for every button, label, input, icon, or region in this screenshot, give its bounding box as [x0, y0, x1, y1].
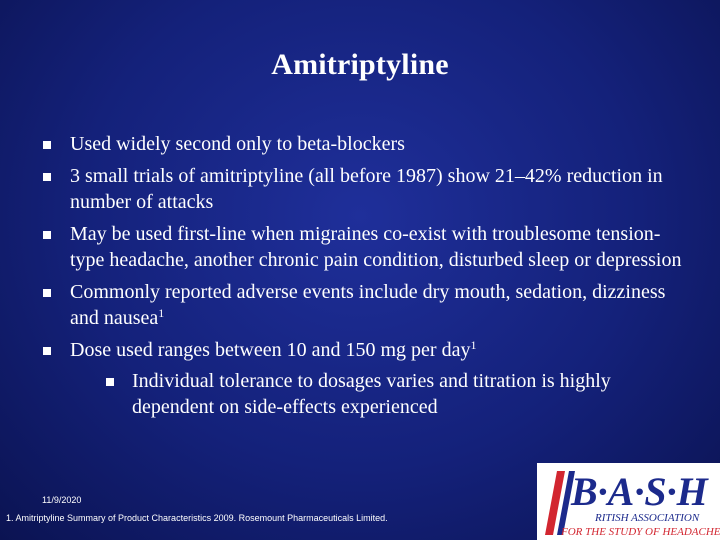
sub-bullet-text: Individual tolerance to dosages varies and titration is highly dependent on side-effects experienced: [132, 370, 611, 418]
logo-main-text: B·A·S·H: [571, 469, 708, 514]
logo-line2: FOR THE STUDY OF HEADACHE: [561, 526, 720, 538]
logo-line1: RITISH ASSOCIATION: [595, 512, 700, 524]
bullet-item: [40, 221, 690, 273]
bullet-text: 3 small trials of amitriptyline (all before 1987) show 21–42% reduction in number of attacks: [70, 165, 663, 213]
bullet-item: [40, 131, 690, 157]
bash-logo-graphic: [537, 463, 720, 540]
footnote-marker: 1: [470, 338, 477, 352]
bullet-list: [40, 131, 690, 426]
bullet-text: Dose used ranges between 10 and 150 mg per day: [70, 339, 471, 361]
bullet-item: [40, 337, 690, 420]
bullet-text: Commonly reported adverse events include dry mouth, sedation, dizziness and nausea: [70, 281, 666, 329]
square-bullet-icon: [43, 231, 51, 239]
footnote: 1. Amitriptyline Summary of Product Characteristics 2009. Rosemount Pharmaceuticals Limited.: [6, 513, 388, 523]
bullet-item: [40, 279, 690, 331]
bullet-item: [40, 163, 690, 215]
bash-logo: [537, 463, 720, 540]
slide-date: 11/9/2020: [42, 495, 82, 505]
bullet-text: May be used first-line when migraines co-exist with troublesome tension-type headache, another chronic pain condition, disturbed sleep or depression: [70, 223, 682, 271]
square-bullet-icon: [43, 141, 51, 149]
square-bullet-icon: [43, 347, 51, 355]
square-bullet-icon: [43, 289, 51, 297]
footnote-marker: 1: [158, 306, 165, 320]
sub-bullet-item: [100, 368, 690, 420]
square-bullet-icon: [43, 173, 51, 181]
slide-title: Amitriptyline: [271, 48, 449, 81]
bullet-text: Used widely second only to beta-blockers: [70, 133, 405, 155]
square-bullet-icon: [106, 378, 114, 386]
